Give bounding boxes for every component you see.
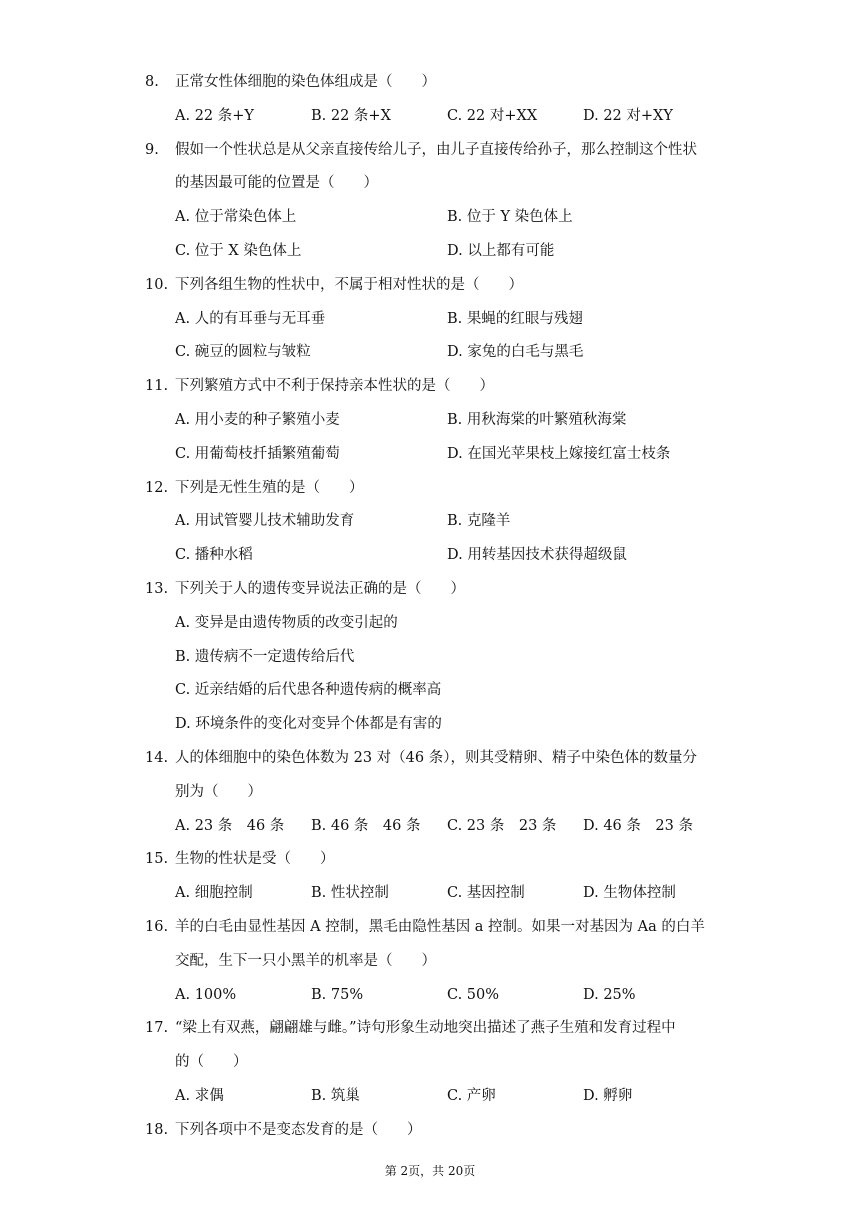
- question-stem: 正常女性体细胞的染色体组成是（ ）: [175, 74, 436, 90]
- option-d: D. 22 对+XY: [583, 108, 673, 124]
- option-b: B. 位于 Y 染色体上: [447, 209, 573, 225]
- option-b: B. 遗传病不一定遗传给后代: [175, 649, 355, 665]
- option-d: D. 以上都有可能: [447, 243, 555, 259]
- option-c: C. 近亲结婚的后代患各种遗传病的概率高: [175, 682, 442, 698]
- option-b: B. 46 条 46 条: [311, 818, 421, 834]
- question-stem: 羊的白毛由显性基因 A 控制，黑毛由隐性基因 a 控制。如果一对基因为 Aa 的白羊: [175, 919, 705, 935]
- question-stem: 下列关于人的遗传变异说法正确的是（ ）: [175, 581, 465, 597]
- option-a: A. 用试管婴儿技术辅助发育: [175, 513, 355, 529]
- option-b: B. 22 条+X: [311, 108, 391, 124]
- option-d: D. 家兔的白毛与黑毛: [447, 344, 584, 360]
- option-d: D. 用转基因技术获得超级鼠: [447, 547, 627, 563]
- option-a: A. 变异是由遗传物质的改变引起的: [175, 615, 398, 631]
- question-number: 11.: [145, 378, 169, 394]
- option-b: B. 性状控制: [311, 885, 389, 901]
- question-stem-line-2: 别为（ ）: [175, 784, 262, 800]
- question-number: 8.: [145, 74, 159, 90]
- option-c: C. 23 条 23 条: [447, 818, 557, 834]
- question-number: 10.: [145, 277, 169, 293]
- option-a: A. 23 条 46 条: [175, 818, 285, 834]
- option-a: A. 人的有耳垂与无耳垂: [175, 311, 326, 327]
- option-b: B. 75%: [311, 987, 364, 1003]
- option-d: D. 生物体控制: [583, 885, 676, 901]
- option-a: A. 位于常染色体上: [175, 209, 297, 225]
- option-a: A. 细胞控制: [175, 885, 253, 901]
- question-stem: 下列繁殖方式中不利于保持亲本性状的是（ ）: [175, 378, 494, 394]
- option-b: B. 果蝇的红眼与残翅: [447, 311, 583, 327]
- option-d: D. 孵卵: [583, 1088, 633, 1104]
- question-stem: 下列是无性生殖的是（ ）: [175, 480, 364, 496]
- question-number: 14.: [145, 750, 169, 766]
- option-b: B. 克隆羊: [447, 513, 511, 529]
- option-c: C. 位于 X 染色体上: [175, 243, 302, 259]
- option-c: C. 50%: [447, 987, 500, 1003]
- option-c: C. 播种水稻: [175, 547, 253, 563]
- question-number: 12.: [145, 480, 169, 496]
- option-a: A. 22 条+Y: [175, 108, 254, 124]
- question-stem-line-2: 交配，生下一只小黑羊的机率是（ ）: [175, 953, 436, 969]
- option-d: D. 46 条 23 条: [583, 818, 693, 834]
- option-b: B. 筑巢: [311, 1088, 360, 1104]
- question-stem-line-2: 的基因最可能的位置是（ ）: [175, 175, 378, 191]
- option-c: C. 用葡萄枝扦插繁殖葡萄: [175, 446, 340, 462]
- question-stem: 生物的性状是受（ ）: [175, 851, 335, 867]
- option-c: C. 碗豆的圆粒与皱粒: [175, 344, 311, 360]
- question-number: 17.: [145, 1020, 169, 1036]
- option-a: A. 求偶: [175, 1088, 224, 1104]
- question-stem: 人的体细胞中的染色体数为 23 对（46 条），则其受精卵、精子中染色体的数量分: [175, 750, 697, 766]
- question-number: 15.: [145, 851, 169, 867]
- option-d: D. 25%: [583, 987, 636, 1003]
- question-stem-line-2: 的（ ）: [175, 1054, 248, 1070]
- option-d: D. 环境条件的变化对变异个体都是有害的: [175, 716, 442, 732]
- option-c: C. 22 对+XX: [447, 108, 538, 124]
- option-a: A. 100%: [175, 987, 237, 1003]
- option-d: D. 在国光苹果枝上嫁接红富士枝条: [447, 446, 671, 462]
- question-number: 13.: [145, 581, 169, 597]
- question-number: 18.: [145, 1122, 169, 1138]
- page-footer: 第 2页，共 20页: [384, 1164, 476, 1178]
- option-b: B. 用秋海棠的叶繁殖秋海棠: [447, 412, 627, 428]
- question-number: 9.: [145, 142, 159, 158]
- question-number: 16.: [145, 919, 169, 935]
- question-stem: “梁上有双燕，翩翩雄与雌。”诗句形象生动地突出描述了燕子生殖和发育过程中: [175, 1020, 676, 1036]
- question-stem: 下列各项中不是变态发育的是（ ）: [175, 1122, 422, 1138]
- option-a: A. 用小麦的种子繁殖小麦: [175, 412, 340, 428]
- option-c: C. 产卵: [447, 1088, 496, 1104]
- question-stem: 假如一个性状总是从父亲直接传给儿子，由儿子直接传给孙子，那么控制这个性状: [175, 142, 697, 158]
- question-stem: 下列各组生物的性状中，不属于相对性状的是（ ）: [175, 277, 523, 293]
- option-c: C. 基因控制: [447, 885, 525, 901]
